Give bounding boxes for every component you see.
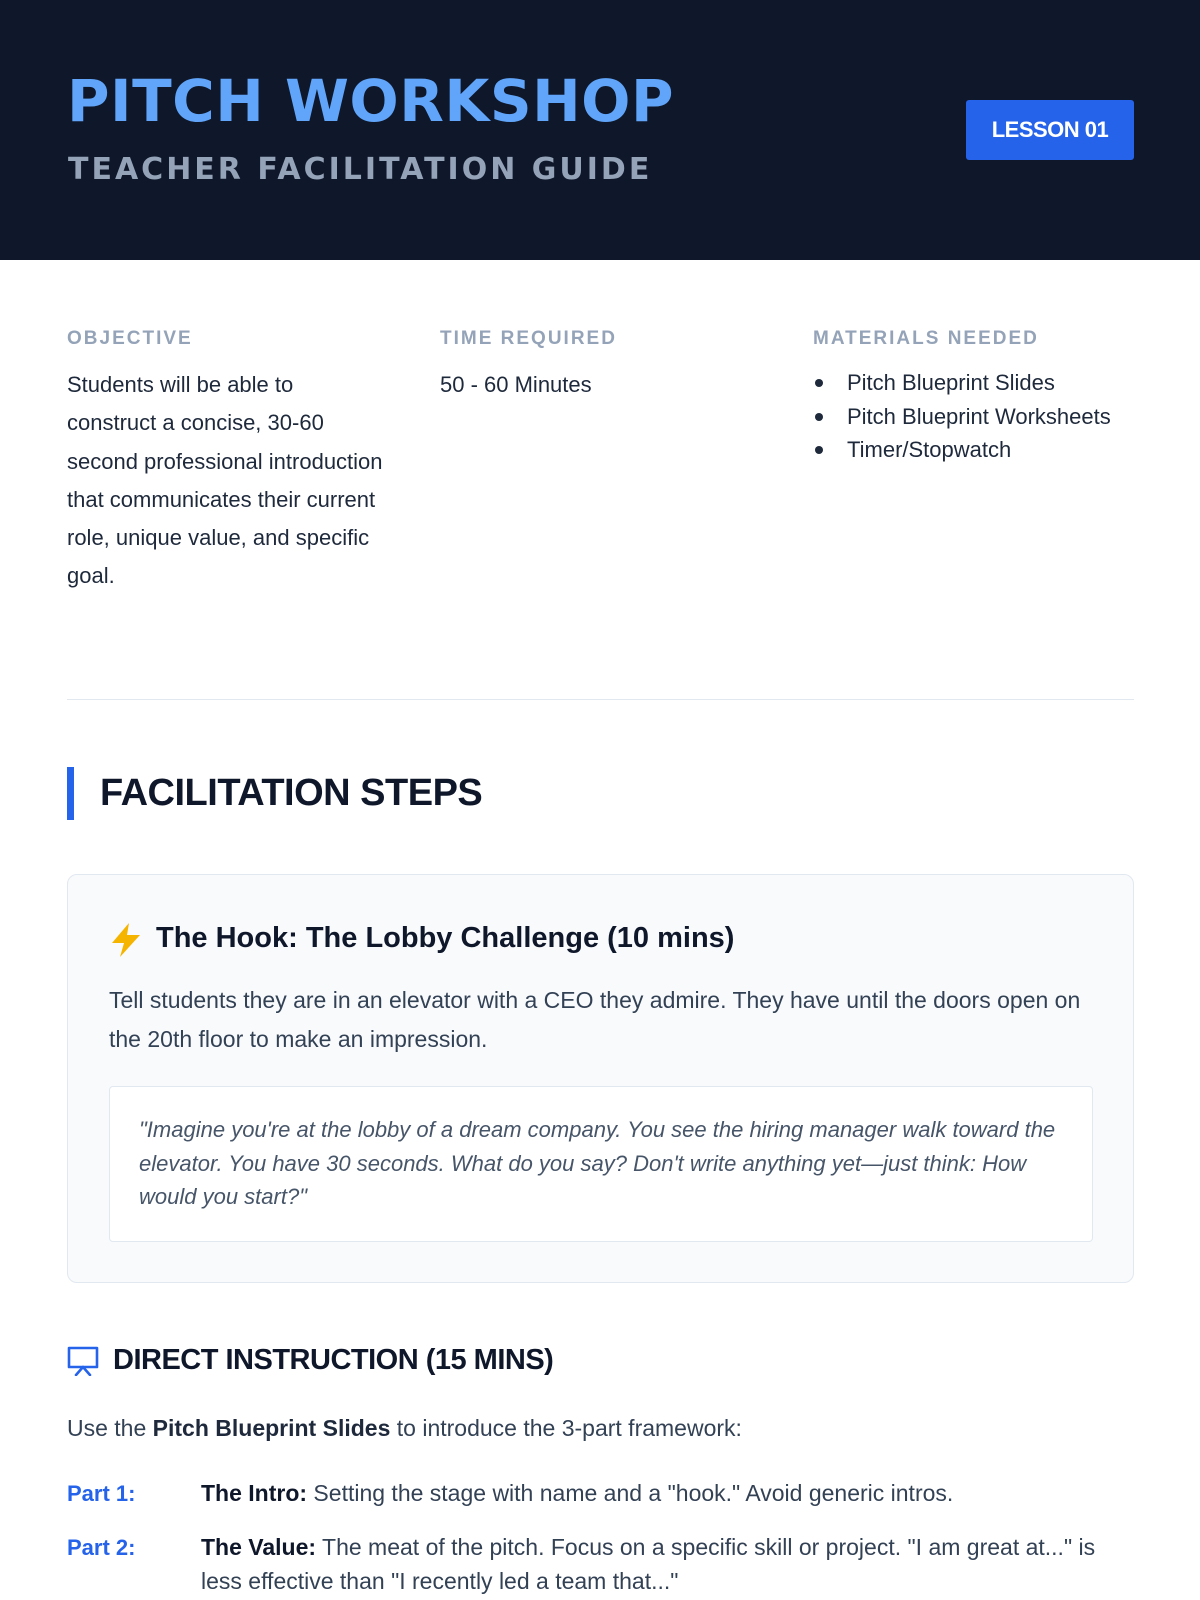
part-term: The Value: — [201, 1534, 317, 1560]
intro-text: Use the — [67, 1415, 153, 1441]
section-title: FACILITATION STEPS — [100, 772, 483, 814]
part-text — [201, 1531, 1111, 1598]
list-item: Pitch Blueprint Slides — [813, 366, 1143, 400]
materials-list — [813, 366, 1143, 467]
objective-text: Students will be able to construct a concise, 30-60 second professional introduction that communicates their current role, unique value, and specific goal. — [67, 372, 383, 589]
hook-text: Tell students they are in an elevator with a CEO they admire. They have until the doors open on the 20th floor to make an impression. — [109, 987, 1081, 1052]
section-divider — [67, 699, 1134, 700]
part-label: Part 1: — [67, 1481, 136, 1506]
hook-title: The Hook: The Lobby Challenge (10 mins) — [156, 922, 735, 954]
materials-label: MATERIALS NEEDED — [813, 328, 1039, 349]
part-description: Setting the stage with name and a "hook." Avoid generic intros. — [307, 1480, 954, 1506]
part-label: Part 2: — [67, 1535, 136, 1560]
list-item: Timer/Stopwatch — [813, 433, 1143, 467]
part-term: The Intro: — [201, 1480, 308, 1506]
presentation-icon — [67, 1346, 99, 1376]
time-label: TIME REQUIRED — [440, 328, 617, 349]
list-item: Pitch Blueprint Worksheets — [813, 400, 1143, 434]
bolt-icon — [109, 922, 143, 958]
intro-bold: Pitch Blueprint Slides — [152, 1415, 391, 1441]
hook-quote: "Imagine you're at the lobby of a dream company. You see the hiring manager walk toward the elevator. You have 30 seconds. What do you say? Don't write anything yet—just think: How would you start?" — [109, 1086, 1093, 1242]
objective-label: OBJECTIVE — [67, 328, 193, 349]
page-title: PITCH WORKSHOP — [67, 67, 674, 135]
intro-text: to introduce the 3-part framework: — [390, 1415, 742, 1441]
page-subtitle: TEACHER FACILITATION GUIDE — [68, 152, 653, 187]
lesson-badge: LESSON 01 — [966, 100, 1134, 160]
part-text — [201, 1477, 1111, 1511]
direct-instruction-title: DIRECT INSTRUCTION (15 MINS) — [113, 1344, 554, 1376]
direct-instruction-intro — [67, 1411, 742, 1445]
page-header — [0, 0, 1200, 260]
section-accent-bar — [67, 767, 74, 820]
time-text: 50 - 60 Minutes — [440, 372, 592, 397]
part-description: The meat of the pitch. Focus on a specific skill or project. "I am great at..." is less effective than "I recently led a team that..." — [201, 1534, 1096, 1594]
